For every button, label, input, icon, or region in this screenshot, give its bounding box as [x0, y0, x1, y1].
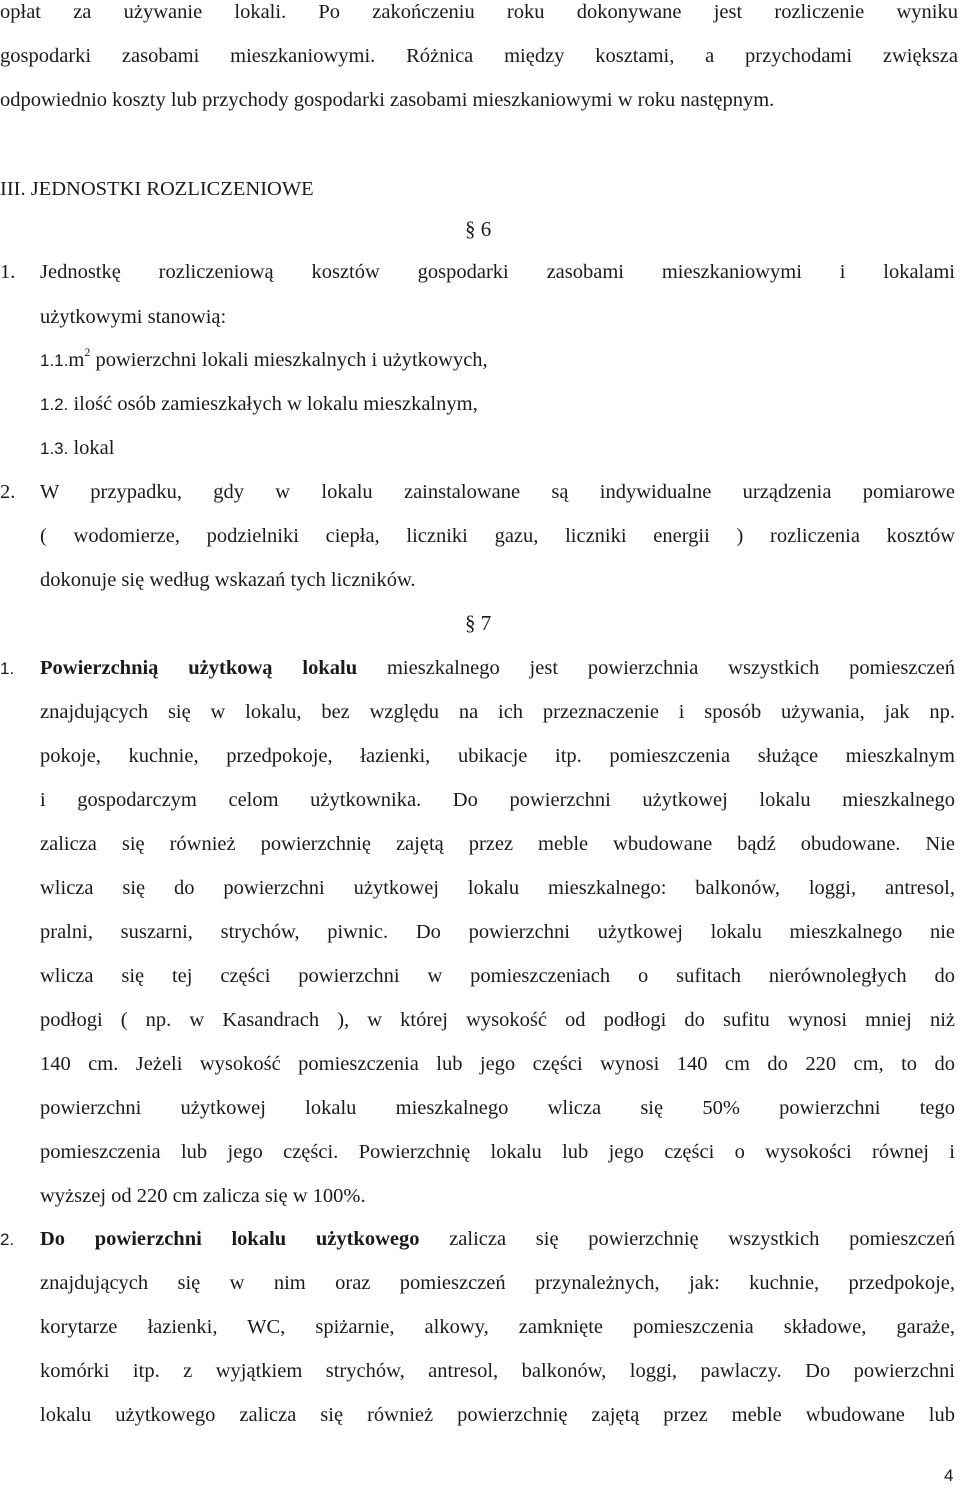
section-title: III. JEDNOSTKI ROZLICZENIOWE	[0, 178, 314, 200]
par7-item-1-line-6: wlicza się do powierzchni użytkowej lokalu mieszkalnego: balkonów, loggi, antresol,	[40, 877, 955, 899]
par6-item-2-line-2: ( wodomierze, podzielniki ciepła, liczniki gazu, liczniki energii ) rozliczenia kosztów	[40, 525, 955, 547]
par6-item-1-1	[40, 345, 488, 371]
par7-item-1-line-10: 140 cm. Jeżeli wysokość pomieszczenia lub jego części wynosi 140 cm do 220 cm, to do	[40, 1053, 955, 1075]
usable-area-term: Powierzchnią użytkową lokalu	[40, 657, 358, 679]
item-1-1-superscript: 2	[84, 345, 91, 359]
par7-item-2-line-2: znajdujących się w nim oraz pomieszczeń przynależnych, jak: kuchnie, przedpokoje,	[40, 1272, 955, 1294]
par6-item-1-3	[40, 438, 114, 459]
par7-item-2-number: 2.	[0, 1230, 15, 1249]
item-1-3-number: 1.3.	[40, 439, 69, 458]
par7-item-1-line-13: wyższej od 220 cm zalicza się w 100%.	[40, 1185, 366, 1207]
par7-item-2-line-1	[40, 1229, 955, 1250]
par7-item-1-line-5: zalicza się również powierzchnię zajętą przez meble wbudowane bądź obudowane. Nie	[40, 833, 955, 855]
par7-item-2-line-4: komórki itp. z wyjątkiem strychów, antresol, balkonów, loggi, pawlaczy. Do powierzchni	[40, 1360, 955, 1382]
par7-item-2-line-1-rest: zalicza się powierzchnię wszystkich pomieszczeń	[419, 1228, 955, 1250]
par7-item-1-line-1-rest: mieszkalnego jest powierzchnia wszystkich pomieszczeń	[357, 657, 955, 679]
item-1-2-text: ilość osób zamieszkałych w lokalu mieszkalnym,	[68, 393, 478, 415]
par7-item-1-line-8: wlicza się tej części powierzchni w pomieszczeniach o sufitach nierównoległych do	[40, 965, 955, 987]
item-1-1-unit: m	[68, 349, 85, 371]
intro-line-2: gospodarki zasobami mieszkaniowymi. Różnica między kosztami, a przychodami zwiększa	[0, 45, 958, 67]
par6-item-1-line-1: Jednostkę rozliczeniową kosztów gospodarki zasobami mieszkaniowymi i lokalami	[40, 261, 955, 283]
intro-line-1: opłat za używanie lokali. Po zakończeniu roku dokonywane jest rozliczenie wyniku	[0, 1, 958, 23]
par6-item-2-line-1: W przypadku, gdy w lokalu zainstalowane są indywidualne urządzenia pomiarowe	[40, 481, 955, 503]
par7-item-2-line-5: lokalu użytkowego zalicza się również powierzchnię zajętą przez meble wbudowane lub	[40, 1404, 955, 1426]
paragraph-7-sign: § 7	[465, 611, 492, 635]
par7-item-1-line-9: podłogi ( np. w Kasandrach ), w której wysokość od podłogi do sufitu wynosi mniej niż	[40, 1009, 955, 1031]
par6-item-2-number: 2.	[0, 481, 16, 503]
par7-item-2-line-3: korytarze łazienki, WC, spiżarnie, alkowy, zamknięte pomieszczenia składowe, garaże,	[40, 1316, 955, 1338]
par7-item-1-line-2: znajdujących się w lokalu, bez względu na ich przeznaczenie i sposób używania, jak np.	[40, 701, 955, 723]
page-number: 4	[944, 1466, 954, 1485]
par6-item-1-2	[40, 394, 478, 415]
item-1-3-text: lokal	[68, 437, 115, 459]
par7-item-1-number: 1.	[0, 659, 15, 678]
item-1-1-number: 1.1.	[40, 351, 69, 370]
commercial-area-term: Do powierzchni lokalu użytkowego	[40, 1228, 420, 1250]
intro-line-3: odpowiednio koszty lub przychody gospodarki zasobami mieszkaniowymi w roku następnym.	[0, 89, 775, 111]
paragraph-6-sign: § 6	[465, 217, 492, 241]
item-1-2-number: 1.2.	[40, 395, 69, 414]
par7-item-1-line-3: pokoje, kuchnie, przedpokoje, łazienki, ubikacje itp. pomieszczenia służące mieszkalnym	[40, 745, 955, 767]
par7-item-1-line-4: i gospodarczym celom użytkownika. Do powierzchni użytkowej lokalu mieszkalnego	[40, 789, 955, 811]
par7-item-1-line-7: pralni, suszarni, strychów, piwnic. Do powierzchni użytkowej lokalu mieszkalnego nie	[40, 921, 955, 943]
par7-item-1-line-11: powierzchni użytkowej lokalu mieszkalnego wlicza się 50% powierzchni tego	[40, 1097, 955, 1119]
par7-item-1-line-1	[40, 658, 955, 679]
par6-item-1-line-2: użytkowymi stanowią:	[40, 306, 227, 328]
par6-item-1-number: 1.	[0, 261, 16, 283]
par7-item-1-line-12: pomieszczenia lub jego części. Powierzchnię lokalu lub jego części o wysokości równej i	[40, 1141, 955, 1163]
item-1-1-text: powierzchni lokali mieszkalnych i użytkowych,	[90, 349, 488, 371]
par6-item-2-line-3: dokonuje się według wskazań tych liczników.	[40, 569, 416, 591]
